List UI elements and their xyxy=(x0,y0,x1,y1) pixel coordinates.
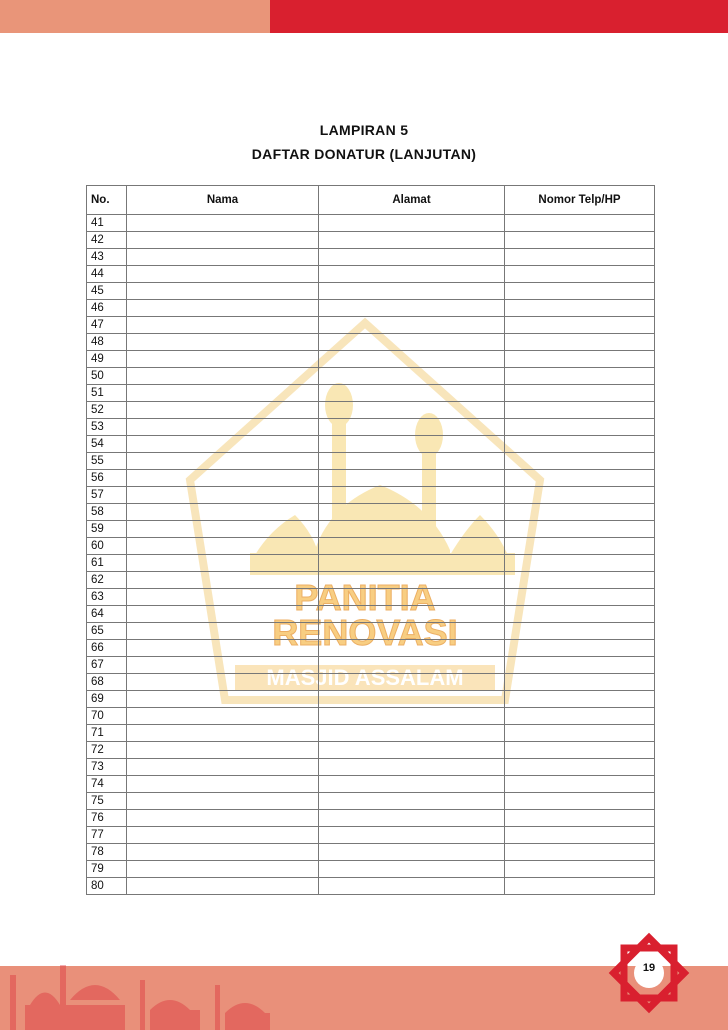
phone-cell[interactable] xyxy=(505,385,655,402)
phone-cell[interactable] xyxy=(505,861,655,878)
name-cell[interactable] xyxy=(127,640,319,657)
table-row xyxy=(87,504,655,521)
row-number: 57 xyxy=(87,487,127,504)
name-cell[interactable] xyxy=(127,351,319,368)
name-cell[interactable] xyxy=(127,861,319,878)
name-cell[interactable] xyxy=(127,589,319,606)
row-number: 52 xyxy=(87,402,127,419)
row-number: 64 xyxy=(87,606,127,623)
phone-cell[interactable] xyxy=(505,657,655,674)
row-number: 48 xyxy=(87,334,127,351)
name-cell[interactable] xyxy=(127,555,319,572)
name-cell[interactable] xyxy=(127,742,319,759)
address-cell[interactable] xyxy=(319,827,505,844)
address-cell[interactable] xyxy=(319,419,505,436)
address-cell[interactable] xyxy=(319,555,505,572)
row-number: 58 xyxy=(87,504,127,521)
name-cell[interactable] xyxy=(127,538,319,555)
address-cell[interactable] xyxy=(319,759,505,776)
table-row xyxy=(87,861,655,878)
phone-cell[interactable] xyxy=(505,555,655,572)
col-header-alamat: Alamat xyxy=(319,186,505,215)
phone-cell[interactable] xyxy=(505,623,655,640)
row-number: 67 xyxy=(87,657,127,674)
name-cell[interactable] xyxy=(127,334,319,351)
phone-cell[interactable] xyxy=(505,215,655,232)
table-row xyxy=(87,300,655,317)
phone-cell[interactable] xyxy=(505,572,655,589)
phone-cell[interactable] xyxy=(505,283,655,300)
name-cell[interactable] xyxy=(127,504,319,521)
address-cell[interactable] xyxy=(319,232,505,249)
address-cell[interactable] xyxy=(319,368,505,385)
row-number: 68 xyxy=(87,674,127,691)
header-band-left xyxy=(0,0,270,33)
name-cell[interactable] xyxy=(127,606,319,623)
phone-cell[interactable] xyxy=(505,436,655,453)
row-number: 42 xyxy=(87,232,127,249)
watermark-line3: MASJID ASSALAM xyxy=(266,665,464,690)
row-number: 47 xyxy=(87,317,127,334)
table-row xyxy=(87,283,655,300)
address-cell[interactable] xyxy=(319,385,505,402)
address-cell[interactable] xyxy=(319,640,505,657)
name-cell[interactable] xyxy=(127,402,319,419)
address-cell[interactable] xyxy=(319,317,505,334)
name-cell[interactable] xyxy=(127,827,319,844)
address-cell[interactable] xyxy=(319,504,505,521)
phone-cell[interactable] xyxy=(505,368,655,385)
row-number: 76 xyxy=(87,810,127,827)
table-row xyxy=(87,708,655,725)
donor-table xyxy=(86,185,655,895)
address-cell[interactable] xyxy=(319,708,505,725)
row-number: 49 xyxy=(87,351,127,368)
table-header-row xyxy=(87,186,655,215)
address-cell[interactable] xyxy=(319,521,505,538)
name-cell[interactable] xyxy=(127,300,319,317)
phone-cell[interactable] xyxy=(505,793,655,810)
phone-cell[interactable] xyxy=(505,521,655,538)
address-cell[interactable] xyxy=(319,402,505,419)
address-cell[interactable] xyxy=(319,589,505,606)
name-cell[interactable] xyxy=(127,725,319,742)
table-row xyxy=(87,725,655,742)
phone-cell[interactable] xyxy=(505,317,655,334)
row-number: 71 xyxy=(87,725,127,742)
phone-cell[interactable] xyxy=(505,589,655,606)
table-row xyxy=(87,470,655,487)
name-cell[interactable] xyxy=(127,657,319,674)
address-cell[interactable] xyxy=(319,300,505,317)
address-cell[interactable] xyxy=(319,810,505,827)
phone-cell[interactable] xyxy=(505,878,655,895)
page-number: 19 xyxy=(642,962,656,974)
table-row xyxy=(87,215,655,232)
table-row xyxy=(87,827,655,844)
table-row xyxy=(87,249,655,266)
name-cell[interactable] xyxy=(127,436,319,453)
address-cell[interactable] xyxy=(319,793,505,810)
phone-cell[interactable] xyxy=(505,674,655,691)
table-row xyxy=(87,385,655,402)
address-cell[interactable] xyxy=(319,606,505,623)
table-row xyxy=(87,266,655,283)
phone-cell[interactable] xyxy=(505,334,655,351)
col-header-no: No. xyxy=(87,186,127,215)
phone-cell[interactable] xyxy=(505,249,655,266)
row-number: 55 xyxy=(87,453,127,470)
table-row xyxy=(87,742,655,759)
document-subtitle: DAFTAR DONATUR (LANJUTAN) xyxy=(251,146,477,162)
name-cell[interactable] xyxy=(127,232,319,249)
address-cell[interactable] xyxy=(319,436,505,453)
address-cell[interactable] xyxy=(319,249,505,266)
table-row xyxy=(87,538,655,555)
name-cell[interactable] xyxy=(127,878,319,895)
address-cell[interactable] xyxy=(319,487,505,504)
phone-cell[interactable] xyxy=(505,453,655,470)
phone-cell[interactable] xyxy=(505,402,655,419)
address-cell[interactable] xyxy=(319,844,505,861)
row-number: 59 xyxy=(87,521,127,538)
row-number: 75 xyxy=(87,793,127,810)
name-cell[interactable] xyxy=(127,487,319,504)
table-row xyxy=(87,691,655,708)
row-number: 70 xyxy=(87,708,127,725)
name-cell[interactable] xyxy=(127,385,319,402)
table-row xyxy=(87,402,655,419)
phone-cell[interactable] xyxy=(505,776,655,793)
phone-cell[interactable] xyxy=(505,691,655,708)
name-cell[interactable] xyxy=(127,759,319,776)
table-row xyxy=(87,368,655,385)
col-header-nama: Nama xyxy=(127,186,319,215)
row-number: 72 xyxy=(87,742,127,759)
row-number: 69 xyxy=(87,691,127,708)
row-number: 51 xyxy=(87,385,127,402)
name-cell[interactable] xyxy=(127,776,319,793)
table-row xyxy=(87,487,655,504)
table-row xyxy=(87,674,655,691)
phone-cell[interactable] xyxy=(505,844,655,861)
table-row xyxy=(87,793,655,810)
name-cell[interactable] xyxy=(127,249,319,266)
table-row xyxy=(87,759,655,776)
name-cell[interactable] xyxy=(127,368,319,385)
row-number: 43 xyxy=(87,249,127,266)
mosque-skyline-decoration xyxy=(0,955,300,1030)
address-cell[interactable] xyxy=(319,470,505,487)
name-cell[interactable] xyxy=(127,793,319,810)
name-cell[interactable] xyxy=(127,708,319,725)
phone-cell[interactable] xyxy=(505,742,655,759)
row-number: 65 xyxy=(87,623,127,640)
name-cell[interactable] xyxy=(127,521,319,538)
name-cell[interactable] xyxy=(127,470,319,487)
row-number: 79 xyxy=(87,861,127,878)
address-cell[interactable] xyxy=(319,776,505,793)
phone-cell[interactable] xyxy=(505,419,655,436)
table-row xyxy=(87,436,655,453)
address-cell[interactable] xyxy=(319,657,505,674)
phone-cell[interactable] xyxy=(505,759,655,776)
phone-cell[interactable] xyxy=(505,640,655,657)
table-row xyxy=(87,572,655,589)
name-cell[interactable] xyxy=(127,623,319,640)
phone-cell[interactable] xyxy=(505,827,655,844)
table-row xyxy=(87,555,655,572)
address-cell[interactable] xyxy=(319,861,505,878)
table-row xyxy=(87,776,655,793)
phone-cell[interactable] xyxy=(505,504,655,521)
row-number: 73 xyxy=(87,759,127,776)
table-row xyxy=(87,640,655,657)
name-cell[interactable] xyxy=(127,317,319,334)
table-row xyxy=(87,657,655,674)
table-row xyxy=(87,453,655,470)
header-band-right xyxy=(270,0,728,33)
phone-cell[interactable] xyxy=(505,300,655,317)
table-row xyxy=(87,521,655,538)
name-cell[interactable] xyxy=(127,674,319,691)
phone-cell[interactable] xyxy=(505,606,655,623)
watermark-line1: PANITIA xyxy=(294,577,436,618)
row-number: 61 xyxy=(87,555,127,572)
row-number: 53 xyxy=(87,419,127,436)
table-row xyxy=(87,317,655,334)
row-number: 54 xyxy=(87,436,127,453)
address-cell[interactable] xyxy=(319,742,505,759)
row-number: 63 xyxy=(87,589,127,606)
row-number: 50 xyxy=(87,368,127,385)
address-cell[interactable] xyxy=(319,878,505,895)
phone-cell[interactable] xyxy=(505,470,655,487)
table-row xyxy=(87,810,655,827)
table-row xyxy=(87,623,655,640)
table-row xyxy=(87,606,655,623)
row-number: 46 xyxy=(87,300,127,317)
row-number: 80 xyxy=(87,878,127,895)
name-cell[interactable] xyxy=(127,691,319,708)
address-cell[interactable] xyxy=(319,725,505,742)
row-number: 66 xyxy=(87,640,127,657)
row-number: 41 xyxy=(87,215,127,232)
row-number: 77 xyxy=(87,827,127,844)
name-cell[interactable] xyxy=(127,283,319,300)
row-number: 78 xyxy=(87,844,127,861)
table-row xyxy=(87,419,655,436)
row-number: 45 xyxy=(87,283,127,300)
address-cell[interactable] xyxy=(319,215,505,232)
row-number: 44 xyxy=(87,266,127,283)
phone-cell[interactable] xyxy=(505,538,655,555)
watermark-line2: RENOVASI xyxy=(272,612,458,653)
address-cell[interactable] xyxy=(319,572,505,589)
row-number: 56 xyxy=(87,470,127,487)
name-cell[interactable] xyxy=(127,266,319,283)
name-cell[interactable] xyxy=(127,572,319,589)
row-number: 60 xyxy=(87,538,127,555)
table-row xyxy=(87,878,655,895)
col-header-phone: Nomor Telp/HP xyxy=(505,186,655,215)
phone-cell[interactable] xyxy=(505,487,655,504)
address-cell[interactable] xyxy=(319,453,505,470)
phone-cell[interactable] xyxy=(505,725,655,742)
table-row xyxy=(87,232,655,249)
table-row xyxy=(87,589,655,606)
phone-cell[interactable] xyxy=(505,351,655,368)
address-cell[interactable] xyxy=(319,266,505,283)
phone-cell[interactable] xyxy=(505,266,655,283)
address-cell[interactable] xyxy=(319,674,505,691)
name-cell[interactable] xyxy=(127,453,319,470)
phone-cell[interactable] xyxy=(505,810,655,827)
row-number: 62 xyxy=(87,572,127,589)
name-cell[interactable] xyxy=(127,215,319,232)
address-cell[interactable] xyxy=(319,334,505,351)
name-cell[interactable] xyxy=(127,810,319,827)
name-cell[interactable] xyxy=(127,419,319,436)
address-cell[interactable] xyxy=(319,283,505,300)
row-number: 74 xyxy=(87,776,127,793)
address-cell[interactable] xyxy=(319,691,505,708)
table-row xyxy=(87,334,655,351)
phone-cell[interactable] xyxy=(505,708,655,725)
address-cell[interactable] xyxy=(319,623,505,640)
address-cell[interactable] xyxy=(319,351,505,368)
name-cell[interactable] xyxy=(127,844,319,861)
table-row xyxy=(87,351,655,368)
address-cell[interactable] xyxy=(319,538,505,555)
phone-cell[interactable] xyxy=(505,232,655,249)
document-title: LAMPIRAN 5 xyxy=(319,122,409,138)
table-row xyxy=(87,844,655,861)
